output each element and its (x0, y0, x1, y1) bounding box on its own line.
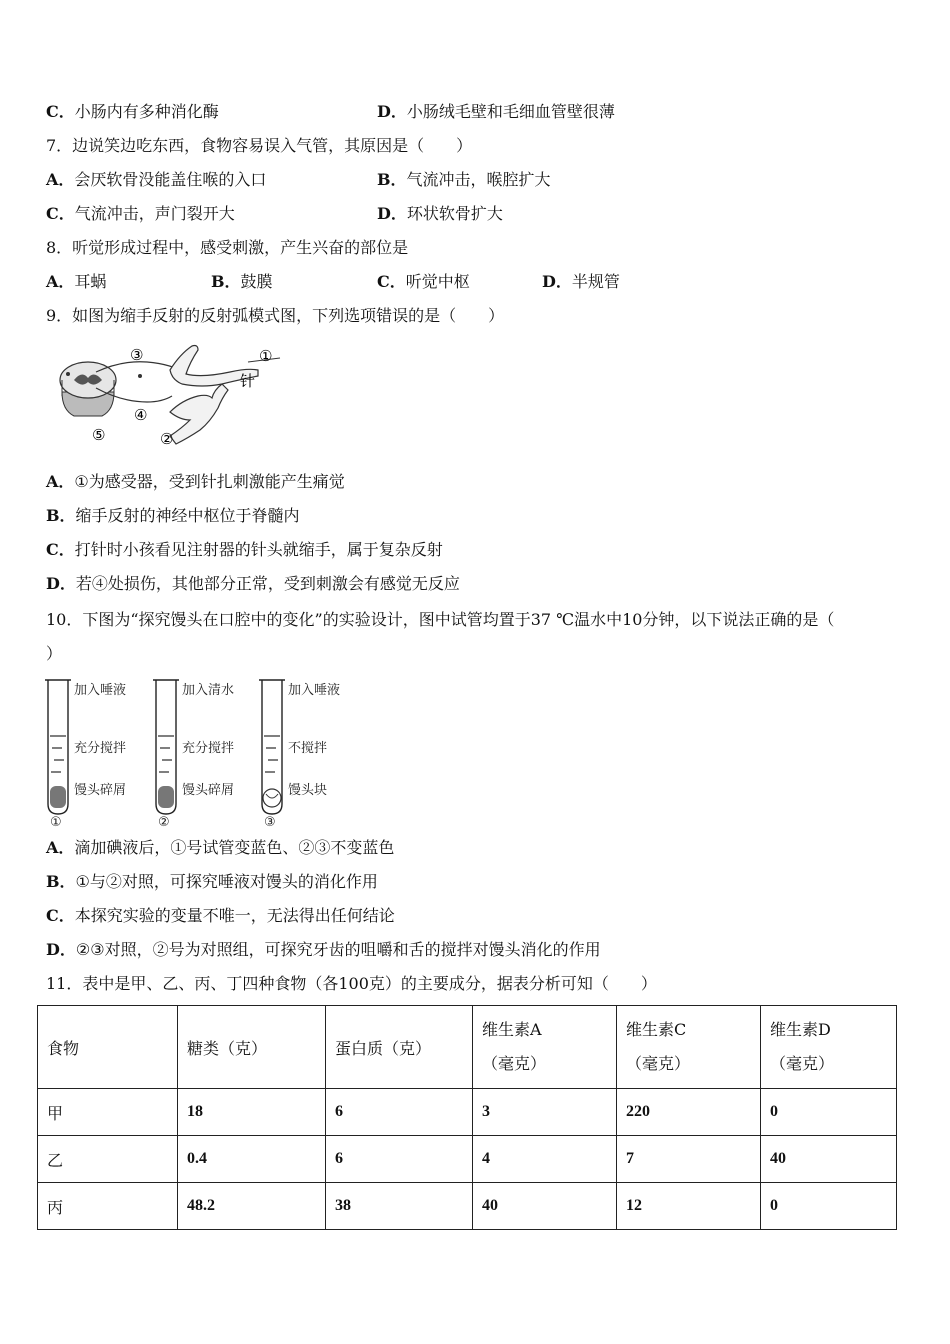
table-row (38, 1089, 897, 1136)
table-header-row (38, 1006, 897, 1089)
q10-stem: 10．下图为“探究馒头在口腔中的变化”的实验设计，图中试管均置于37 ℃温水中10分钟，以下说法正确的是（ (46, 610, 835, 629)
table-row (38, 1136, 897, 1183)
tube-3-bottom-label: 馒头块 (288, 783, 328, 798)
q8-option-a (46, 271, 106, 293)
option-label: A． (46, 272, 75, 291)
option-text: 小肠内有多种消化酶 (74, 102, 219, 121)
q10-stem-continued: ） (46, 644, 63, 663)
option-label: C． (377, 272, 406, 291)
q9-stem: 9．如图为缩手反射的反射弧模式图，下列选项错误的是（ ） (46, 306, 505, 325)
tube-2 (153, 680, 234, 828)
option-label: A． (46, 170, 75, 189)
option-text: 听觉中枢 (405, 272, 470, 291)
header-cell-vitamin-c: 维生素C （毫克） (617, 1006, 761, 1089)
option-label: D． (46, 574, 76, 593)
option-text: 气流冲击，声门裂开大 (74, 204, 235, 223)
header-cell-food: 食物 (38, 1006, 178, 1089)
table-cell: 40 (473, 1183, 617, 1230)
tube-2-bottom-label: 馒头碎屑 (182, 783, 235, 798)
tube-1-bottom-label: 馒头碎屑 (74, 783, 127, 798)
q10-option-a (46, 837, 394, 859)
table-cell: 48.2 (178, 1183, 326, 1230)
option-label: C． (46, 540, 75, 559)
table-cell: 12 (617, 1183, 761, 1230)
table-row (38, 1183, 897, 1230)
nutrition-table (37, 1005, 897, 1230)
option-label: A． (46, 838, 75, 857)
tube-3-mid-label: 不搅拌 (288, 741, 328, 756)
option-text: 会厌软骨没能盖住喉的入口 (74, 170, 267, 189)
option-label: D． (542, 272, 572, 291)
option-text: 环状软骨扩大 (406, 204, 503, 223)
option-text: ①与②对照，可探究唾液对馒头的消化作用 (75, 872, 378, 891)
table-cell: 0 (761, 1183, 897, 1230)
tube-3 (259, 680, 340, 828)
option-text: 小肠绒毛壁和毛细血管壁很薄 (406, 102, 615, 121)
tube-2-top-label: 加入清水 (182, 683, 235, 698)
spinal-cord-diagram (60, 362, 116, 416)
option-label: B． (377, 170, 407, 189)
q10-option-b (46, 871, 378, 893)
reflex-arc-figure (52, 340, 284, 452)
table-cell: 220 (617, 1089, 761, 1136)
q6-option-c (46, 101, 219, 123)
q8-stem: 8．听觉形成过程中，感受刺激，产生兴奋的部位是 (46, 238, 409, 257)
option-label: D． (377, 102, 407, 121)
option-label: C． (46, 204, 75, 223)
tube-1 (45, 680, 126, 828)
q8-option-b (211, 271, 273, 293)
q9-option-b (46, 505, 300, 527)
q9-option-c (46, 539, 443, 561)
header-cell-vitamin-a: 维生素A （毫克） (473, 1006, 617, 1089)
q8-option-c (377, 271, 470, 293)
tube-1-number: ① (50, 815, 62, 828)
option-text: 鼓膜 (240, 272, 273, 291)
tube-1-mid-label: 充分搅拌 (74, 741, 127, 756)
q7-option-b (377, 169, 551, 191)
tube-3-top-label: 加入唾液 (288, 683, 341, 698)
table-cell: 丙 (38, 1183, 178, 1230)
table-cell: 乙 (38, 1136, 178, 1183)
q8-option-d (542, 271, 620, 293)
option-text: 若④处损伤，其他部分正常，受到刺激会有感觉无反应 (75, 574, 460, 593)
option-label: B． (46, 506, 76, 525)
q7-stem: 7．边说笑边吃东西，食物容易误入气管，其原因是（ ） (46, 136, 473, 155)
table-cell: 0.4 (178, 1136, 326, 1183)
table-cell: 6 (326, 1136, 473, 1183)
table-cell: 38 (326, 1183, 473, 1230)
q6-option-d (377, 101, 615, 123)
label-2: ② (160, 430, 174, 448)
header-cell-vitamin-d: 维生素D （毫克） (761, 1006, 897, 1089)
q9-option-d (46, 573, 460, 595)
tube-1-top-label: 加入唾液 (74, 683, 127, 698)
table-cell: 3 (473, 1089, 617, 1136)
tube-2-mid-label: 充分搅拌 (182, 741, 235, 756)
table-cell: 7 (617, 1136, 761, 1183)
q10-option-c (46, 905, 395, 927)
label-3: ③ (130, 346, 144, 364)
option-label: A． (46, 472, 75, 491)
tube-2-number: ② (158, 815, 170, 828)
q10-option-d (46, 939, 601, 961)
table-cell: 甲 (38, 1089, 178, 1136)
option-text: 本探究实验的变量不唯一，无法得出任何结论 (74, 906, 395, 925)
option-label: B． (211, 272, 241, 291)
tube-3-number: ③ (264, 815, 276, 828)
label-1: ① (259, 347, 273, 365)
option-text: 打针时小孩看见注射器的针头就缩手，属于复杂反射 (74, 540, 443, 559)
option-label: B． (46, 872, 76, 891)
table-cell: 6 (326, 1089, 473, 1136)
q7-option-c (46, 203, 235, 225)
option-text: 滴加碘液后，①号试管变蓝色、②③不变蓝色 (74, 838, 395, 857)
option-label: C． (46, 906, 75, 925)
header-cell-carbs: 糖类（克） (178, 1006, 326, 1089)
table-cell: 40 (761, 1136, 897, 1183)
q7-option-a (46, 169, 266, 191)
option-text: ①为感受器，受到针扎刺激能产生痛觉 (74, 472, 345, 491)
option-text: 耳蜗 (74, 272, 107, 291)
header-cell-protein: 蛋白质（克） (326, 1006, 473, 1089)
q11-stem: 11．表中是甲、乙、丙、丁四种食物（各100克）的主要成分，据表分析可知（ ） (46, 974, 657, 993)
option-label: D． (46, 940, 76, 959)
label-5: ⑤ (92, 426, 106, 444)
label-4: ④ (134, 406, 148, 424)
q7-option-d (377, 203, 503, 225)
option-text: ②③对照，②号为对照组，可探究牙齿的咀嚼和舌的搅拌对馒头消化的作用 (75, 940, 601, 959)
option-text: 半规管 (571, 272, 620, 291)
option-label: C． (46, 102, 75, 121)
q9-option-a (46, 471, 345, 493)
option-text: 气流冲击，喉腔扩大 (406, 170, 551, 189)
label-needle: 针 (240, 372, 256, 390)
table-cell: 4 (473, 1136, 617, 1183)
table-cell: 0 (761, 1089, 897, 1136)
option-label: D． (377, 204, 407, 223)
test-tubes-figure (42, 676, 348, 828)
option-text: 缩手反射的神经中枢位于脊髓内 (75, 506, 300, 525)
table-cell: 18 (178, 1089, 326, 1136)
